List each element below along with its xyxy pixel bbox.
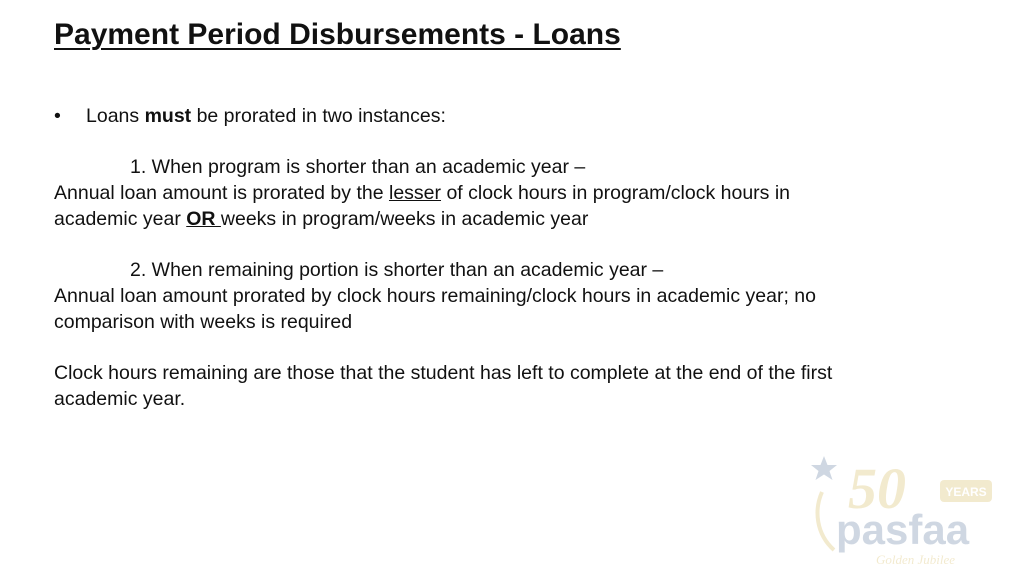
slide-body [54,104,934,412]
slide-title: Payment Period Disbursements - Loans [54,18,621,51]
logo-number: 50 [848,456,906,521]
laurel-icon [818,492,834,550]
lesser-emphasis: lesser [388,182,442,205]
spacer [54,233,934,259]
bullet-item [54,104,934,130]
or-text: OR [186,207,216,230]
spacer [54,130,934,156]
instance-1-line-1 [54,181,934,207]
instance-1-line-1-pre: Annual loan amount is prorated by the [54,182,384,205]
star-icon [811,456,837,480]
instance-2-line-1: Annual loan amount prorated by clock hours remaining/clock hours in academic year; no [54,284,816,307]
bullet-text-post: be prorated in two instances: [196,105,446,127]
or-emphasis [186,208,221,230]
instance-1-line-2 [54,207,934,233]
instance-2-line-2: comparison with weeks is required [54,310,353,333]
note-line-1: Clock hours remaining are those that the student has left to complete at the end of the first [54,361,833,384]
instance-1-line-1-post: of clock hours in program/clock hours in [446,182,791,205]
instance-2-heading: 2. When remaining portion is shorter than an academic year – [130,259,664,282]
logo-tagline: Golden Jubilee [876,552,956,567]
bullet-text-pre: Loans [86,105,140,127]
instance-1-line-2-pre: academic year [54,207,181,230]
logo-badge-text: YEARS [945,485,987,499]
instance-1-line-2-post: weeks in program/weeks in academic year [220,207,589,230]
instance-1-heading: 1. When program is shorter than an academic year – [130,156,586,179]
pasfaa-logo [808,452,1008,570]
bullet-icon: • [54,105,61,127]
note-line-2: academic year. [54,387,186,410]
bullet-text-bold: must [144,105,192,127]
spacer [54,335,934,361]
logo-name: pasfaa [836,506,970,553]
